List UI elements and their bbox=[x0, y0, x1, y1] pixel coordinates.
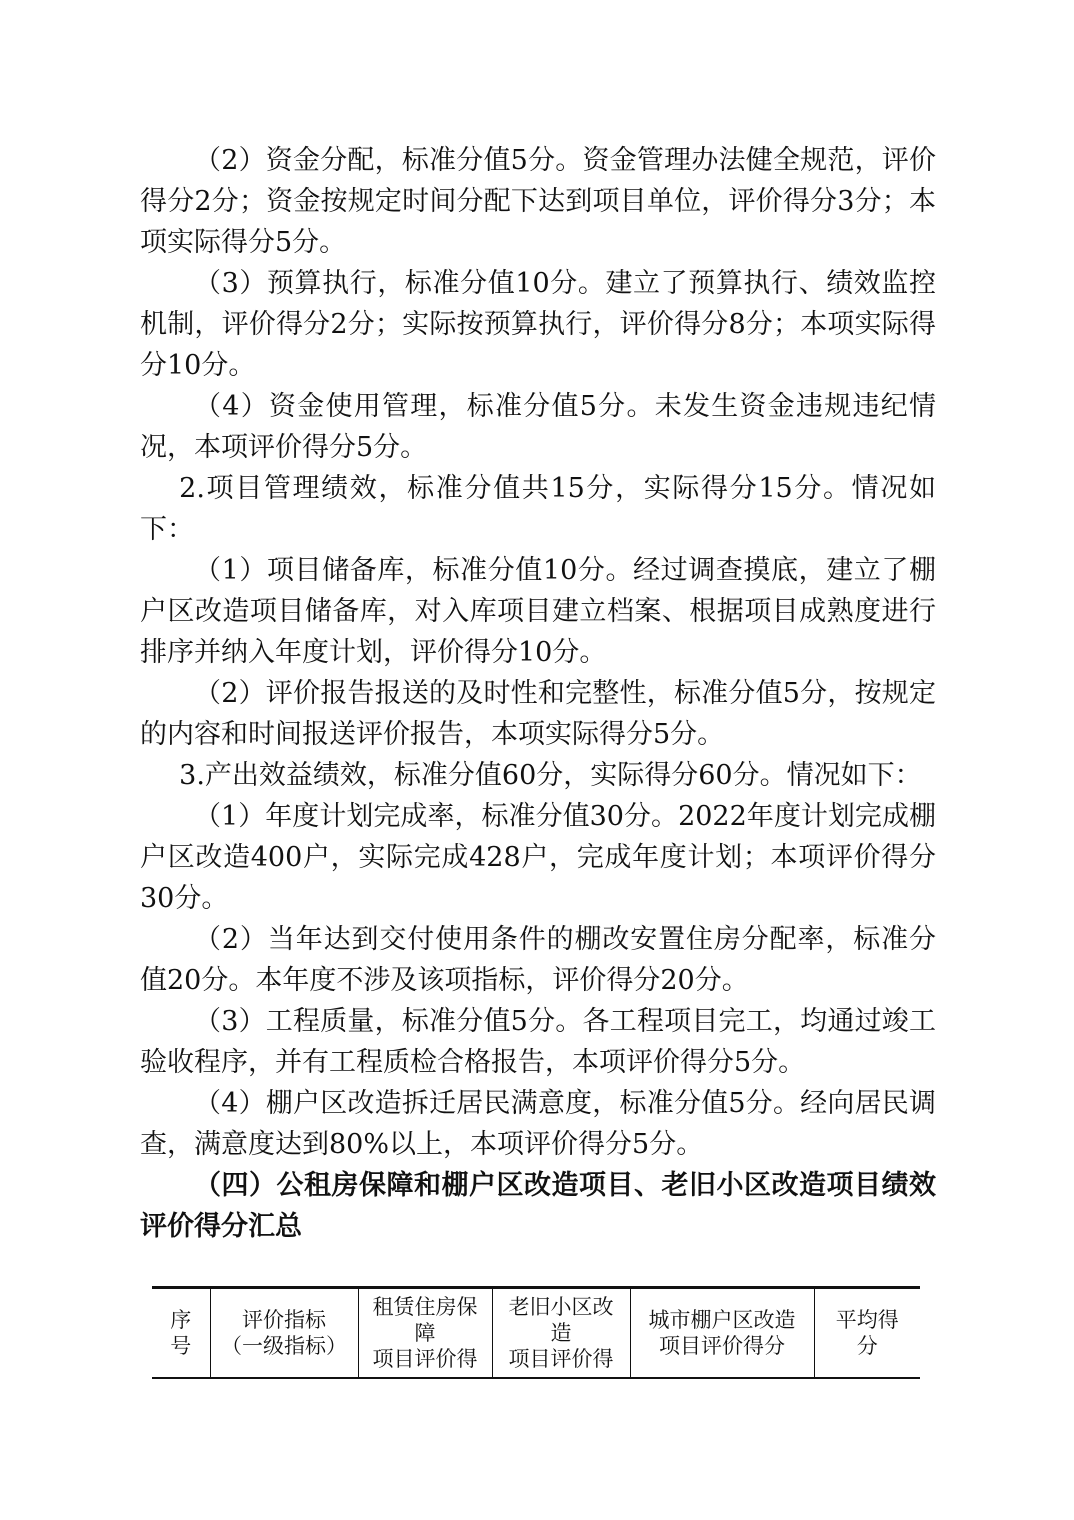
header-line: （一级指标） bbox=[221, 1334, 347, 1358]
header-line: 城市棚户区改造 bbox=[648, 1308, 796, 1332]
header-line: 障 bbox=[414, 1321, 436, 1345]
header-line: 项目评价得 bbox=[372, 1347, 478, 1371]
paragraph-housing-allocation-rate: （2）当年达到交付使用条件的棚改安置住房分配率，标准分值20分。本年度不涉及该项指标，评价得分20分。 bbox=[140, 924, 936, 996]
paragraph-engineering-quality: （3）工程质量，标准分值5分。各工程项目完工，均通过竣工验收程序，并有工程质检合格报告，本项评价得分5分。 bbox=[140, 1006, 936, 1078]
header-line: 号 bbox=[170, 1334, 192, 1358]
table-header-row bbox=[152, 1288, 920, 1379]
body-text bbox=[140, 140, 936, 1247]
header-cell-rental-housing-score bbox=[358, 1288, 492, 1379]
section-heading-score-summary: （四）公租房保障和棚户区改造项目、老旧小区改造项目绩效评价得分汇总 bbox=[140, 1170, 936, 1242]
paragraph-fund-use-management: （4）资金使用管理，标准分值5分。未发生资金违规违纪情况，本项评价得分5分。 bbox=[140, 391, 936, 463]
header-line: 分 bbox=[856, 1334, 878, 1358]
header-line: 造 bbox=[550, 1321, 572, 1345]
header-line: 序 bbox=[170, 1308, 192, 1332]
header-line: 平均得 bbox=[835, 1308, 899, 1332]
score-summary-table-wrapper bbox=[152, 1286, 920, 1379]
header-line: 老旧小区改 bbox=[508, 1295, 614, 1319]
score-summary-table bbox=[152, 1286, 920, 1379]
header-cell-indicator bbox=[210, 1288, 358, 1379]
paragraph-project-reserve: （1）项目储备库，标准分值10分。经过调查摸底，建立了棚户区改造项目储备库，对入库项目建立档案、根据项目成熟度进行排序并纳入年度计划，评价得分10分。 bbox=[140, 555, 936, 668]
header-line: 评价指标 bbox=[242, 1308, 326, 1332]
paragraph-resident-satisfaction: （4）棚户区改造拆迁居民满意度，标准分值5分。经向居民调查，满意度达到80%以上，本项评价得分5分。 bbox=[140, 1088, 936, 1160]
header-line: 项目评价得 bbox=[508, 1347, 614, 1371]
header-cell-old-community-score bbox=[492, 1288, 630, 1379]
paragraph-fund-allocation: （2）资金分配，标准分值5分。资金管理办法健全规范，评价得分2分；资金按规定时间分配下达到项目单位，评价得分3分；本项实际得分5分。 bbox=[140, 145, 936, 258]
paragraph-budget-execution: （3）预算执行，标准分值10分。建立了预算执行、绩效监控机制，评价得分2分；实际按预算执行，评价得分8分；本项实际得分10分。 bbox=[140, 268, 936, 381]
paragraph-annual-plan-completion: （1）年度计划完成率，标准分值30分。2022年度计划完成棚户区改造400户，实际完成428户，完成年度计划；本项评价得分30分。 bbox=[140, 801, 936, 914]
header-line: 租赁住房保 bbox=[372, 1295, 478, 1319]
header-cell-average-score bbox=[814, 1288, 920, 1379]
header-cell-shantytown-score bbox=[630, 1288, 814, 1379]
paragraph-output-benefit-performance: 3.产出效益绩效，标准分值60分，实际得分60分。情况如下： bbox=[179, 760, 922, 791]
header-cell-index bbox=[152, 1288, 210, 1379]
paragraph-project-management-performance: 2.项目管理绩效，标准分值共15分，实际得分15分。情况如下： bbox=[140, 473, 936, 545]
header-line: 项目评价得分 bbox=[659, 1334, 785, 1358]
paragraph-report-submission: （2）评价报告报送的及时性和完整性，标准分值5分，按规定的内容和时间报送评价报告，本项实际得分5分。 bbox=[140, 678, 936, 750]
